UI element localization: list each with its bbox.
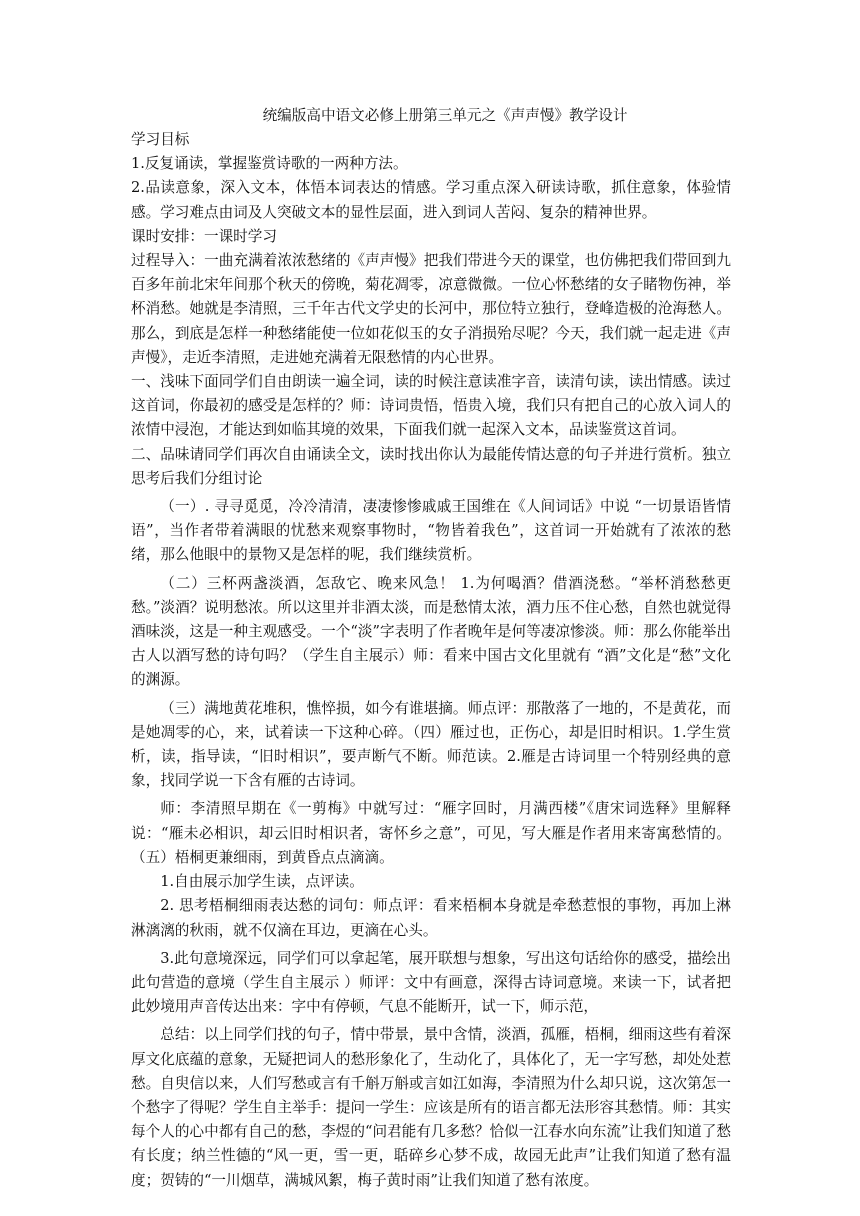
activity-item-2: 2. 思考梧桐细雨表达愁的词句：师点评：看来梧桐本身就是牵愁惹恨的事物，再加上淋淋漓漓的秋雨，就不仅滴在耳边，更滴在心头。 [131, 897, 731, 939]
goal-item-1: 1.反复诵读，掌握鉴赏诗歌的一两种方法。 [131, 155, 408, 173]
analysis-part-1: （一）. 寻寻觅觅，冷冷清清，凄凄惨惨戚戚王国维在《人间词话》中说 “一切景语皆情语”，当作者带着满眼的忧愁来观察事物时，“物皆着我色”，这首词一开始就有了浓浓的愁绪，那么他眼中的景物又是怎样的呢，我们继续赏析。 [131, 498, 731, 564]
section-one-paragraph: 一、浅味下面同学们自由朗读一遍全词，读的时候注意读准字音，读清句读，读出情感。读过这首词，你最初的感受是怎样的？师：诗词贵悟，悟贵入境，我们只有把自己的心放入词人的浓情中浸泡，才能达到如临其境的效果，下面我们就一起深入文本，品读鉴赏这首词。 [131, 373, 731, 439]
document-page [131, 104, 731, 1193]
goal-item-2: 2.品读意象，深入文本，体悟本词表达的情感。学习重点深入研读诗歌，抓住意象，体验情感。学习难点由词及人突破文本的显性层面，进入到词人苦闷、复杂的精神世界。 [131, 179, 731, 221]
activity-item-3: 3.此句意境深远，同学们可以拿起笔，展开联想与想象，写出这句话给你的感受，描绘出此句营造的意境（学生自主展示 ）师评：文中有画意，深得古诗词意境。来读一下，试者把此妙境用声音传达出来：字中有停顿，气息不能断开，试一下，师示范， [131, 949, 731, 1016]
section-two-paragraph: 二、品味请同学们再次自由诵读全文，读时找出你认为最能传情达意的句子并进行赏析。独立思考后我们分组讨论 [131, 445, 731, 487]
analysis-part-3: （三）满地黄花堆积，憔悴损，如今有谁堪摘。师点评：那散落了一地的，不是黄花，而是她凋零的心，来，试着读一下这种心碎。（四）雁过也，正伤心，却是旧时相识。1.学生赏析，读，指导读，“旧时相识”，要声断气不断。师范读。2.雁是古诗词里一个特别经典的意象，找同学说一下含有雁的古诗词。 [131, 699, 731, 790]
teacher-comment-paragraph: 师：李清照早期在《一剪梅》中就写过：“雁字回时，月满西楼”《唐宋词选释》里解释说：“雁未必相识，却云旧时相识者，寄怀乡之意”，可见，写大雁是作者用来寄寓愁情的。（五）梧桐更兼细雨，到黄昏点点滴滴。 [131, 800, 731, 866]
activity-item-1: 1.自由展示加学生读，点评读。 [160, 873, 364, 891]
schedule-line: 课时安排：一课时学习 [131, 227, 277, 245]
intro-paragraph: 过程导入：一曲充满着浓浓愁绪的《声声慢》把我们带进今天的课堂，也仿佛把我们带回到九百多年前北宋年间那个秋天的傍晚，菊花凋零，凉意微微。一位心怀愁绪的女子睹物伤神，举杯消愁。她就是李清照，三千年古代文学史的长河中，那位特立独行，登峰造极的沧海愁人。那么，到底是怎样一种愁绪能使一位如花似玉的女子消损殆尽呢？今天，我们就一起走进《声声慢》，走近李清照，走进她充满着无限愁情的内心世界。 [131, 252, 731, 366]
summary-paragraph: 总结：以上同学们找的句子，情中带景，景中含情，淡酒，孤雁，梧桐，细雨这些有着深厚文化底蕴的意象，无疑把词人的愁形象化了，生动化了，具体化了，无一字写愁，却处处惹愁。自臾信以来，人们写愁或言有千斛万斛或言如江如海，李清照为什么却只说，这次第怎一个愁字了得呢？学生自主举手：提问一学生：应该是所有的语言都无法形容其愁情。师：其实每个人的心中都有自己的愁，李煜的“问君能有几多愁？恰似一江春水向东流”让我们知道了愁有长度；纳兰性德的“风一更，雪一更，聒碎乡心梦不成，故园无此声”让我们知道了愁有温度；贺铸的“一川烟草，满城风絮，梅子黄时雨”让我们知道了愁有浓度。 [131, 1026, 731, 1189]
analysis-part-2: （二）三杯两盏淡酒，怎敌它、晚来风急！ 1.为何喝酒？借酒浇愁。“举杯消愁愁更愁。”淡酒？说明愁浓。所以这里并非酒太淡，而是愁情太浓，酒力压不住心愁，自然也就觉得酒味淡，这是一种主观感受。一个“淡”字表明了作者晚年是何等凄凉惨淡。师：那么你能举出古人以酒写愁的诗句吗？（学生自主展示）师：看来中国古文化里就有 “酒”文化是“愁”文化的渊源。 [131, 574, 731, 689]
section-heading-goals: 学习目标 [131, 131, 190, 148]
document-title: 统编版高中语文必修上册第三单元之《声声慢》教学设计 [262, 107, 628, 124]
